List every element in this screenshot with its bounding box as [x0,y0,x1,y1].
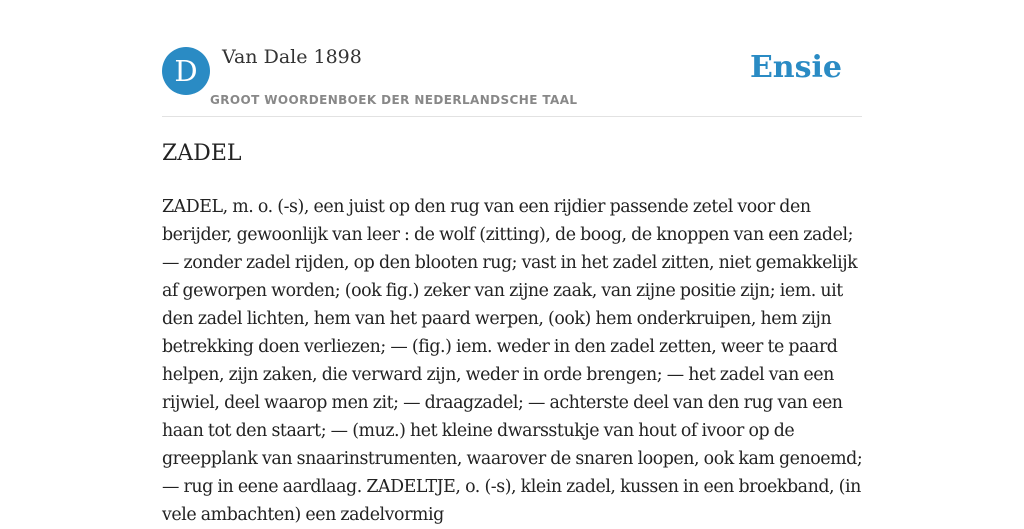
dictionary-header [162,46,862,117]
dictionary-logo[interactable]: D [162,47,210,95]
dictionary-title[interactable]: Van Dale 1898 [222,46,362,68]
dictionary-subtitle: GROOT WOORDENBOEK DER NEDERLANDSCHE TAAL [210,93,578,107]
entry-definition: ZADEL, m. o. (-s), een juist op den rug van een rijdier passende zetel voor den berijder, gewoonlijk van leer : de wolf (zitting), de boog, de knoppen van een zadel; — zonder zadel rijden, op den blooten rug; vast in het zadel zitten, niet gemakkelijk af geworpen worden; (ook fig.) zeker van zijne zaak, van zijne positie zijn; iem. uit den zadel lichten, hem van het paard werpen, (ook) hem onderkruipen, hem zijn betrekking doen verliezen; — (fig.) iem. weder in den zadel zetten, weer te paard helpen, zijn zaken, die verward zijn, weder in orde brengen; — het zadel van een rijwiel, deel waarop men zit; — draagzadel; — achterste deel van den rug van een haan tot den staart; — (muz.) het kleine dwarsstukje van hout of ivoor op de greepplank van snaarinstrumenten, waarover de snaren loopen, ook kam genoemd; — rug in eene aardlaag. ZADELTJE, o. (-s), klein zadel, kussen in een broekband, (in vele ambachten) een zadelvormig [162,197,863,525]
brand-logo[interactable]: Ensie [749,50,842,85]
entry-headword: ZADEL [162,141,242,166]
